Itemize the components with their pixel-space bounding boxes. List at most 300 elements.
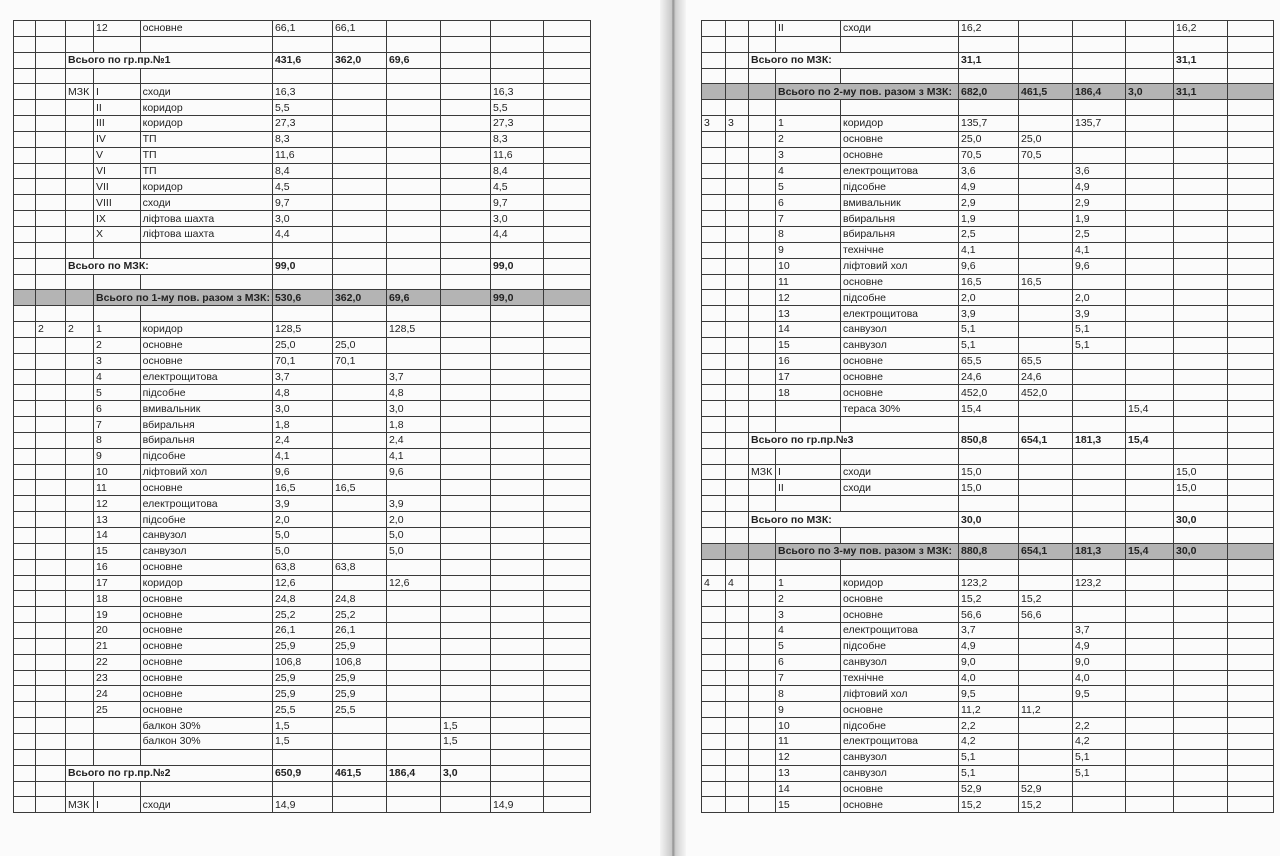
cell: 880,8 xyxy=(959,543,1019,559)
cell: сходи xyxy=(841,21,959,37)
table-row xyxy=(702,131,1274,147)
cell: 682,0 xyxy=(959,84,1019,100)
cell: 4,4 xyxy=(272,226,332,242)
cell xyxy=(1228,765,1274,781)
cell xyxy=(1228,417,1274,433)
subtotal-row xyxy=(702,512,1274,528)
cell xyxy=(543,528,590,544)
cell: 16,2 xyxy=(959,21,1019,37)
cell: сходи xyxy=(140,195,272,211)
cell: 4,1 xyxy=(1073,242,1126,258)
cell xyxy=(841,559,959,575)
cell xyxy=(1019,21,1073,37)
cell: вбиральня xyxy=(841,226,959,242)
cell: основне xyxy=(140,480,272,496)
table-row xyxy=(14,797,591,813)
cell: коридор xyxy=(140,322,272,338)
cell: 2,9 xyxy=(1073,195,1126,211)
cell: Всього по гр.пр.№1 xyxy=(66,52,273,68)
cell: II xyxy=(776,480,841,496)
cell xyxy=(1019,575,1073,591)
cell: 10 xyxy=(776,718,841,734)
cell xyxy=(1174,749,1228,765)
cell xyxy=(702,68,726,84)
cell xyxy=(1174,258,1228,274)
cell xyxy=(1174,226,1228,242)
cell xyxy=(440,528,490,544)
cell xyxy=(66,147,94,163)
cell xyxy=(386,242,440,258)
cell xyxy=(726,68,749,84)
cell xyxy=(1174,528,1228,544)
cell: 17 xyxy=(94,575,141,591)
cell xyxy=(440,52,490,68)
table-row xyxy=(14,559,591,575)
cell xyxy=(490,464,543,480)
table-row xyxy=(702,116,1274,132)
table-row xyxy=(702,638,1274,654)
cell xyxy=(749,369,776,385)
cell: 431,6 xyxy=(272,52,332,68)
cell: 3,9 xyxy=(386,496,440,512)
cell xyxy=(272,749,332,765)
cell xyxy=(543,575,590,591)
cell xyxy=(440,432,490,448)
cell xyxy=(440,68,490,84)
cell xyxy=(386,274,440,290)
cell xyxy=(14,68,36,84)
cell xyxy=(1019,512,1073,528)
cell xyxy=(140,306,272,322)
cell xyxy=(726,480,749,496)
table-row xyxy=(14,781,591,797)
table-row xyxy=(702,179,1274,195)
cell xyxy=(1019,623,1073,639)
cell: Всього по 1-му пов. разом з МЗК: xyxy=(94,290,273,306)
cell: 12,6 xyxy=(386,575,440,591)
cell xyxy=(66,448,94,464)
cell xyxy=(66,623,94,639)
cell xyxy=(1228,163,1274,179)
cell: 1,5 xyxy=(440,718,490,734)
cell xyxy=(332,464,386,480)
cell xyxy=(726,638,749,654)
cell xyxy=(749,765,776,781)
cell: 5,1 xyxy=(1073,322,1126,338)
cell xyxy=(440,401,490,417)
cell: основне xyxy=(841,131,959,147)
table-row xyxy=(702,21,1274,37)
cell xyxy=(726,765,749,781)
cell: 52,9 xyxy=(959,781,1019,797)
cell xyxy=(386,179,440,195)
cell: IV xyxy=(94,131,141,147)
cell xyxy=(1019,480,1073,496)
cell: 12 xyxy=(94,21,141,37)
cell xyxy=(14,242,36,258)
cell: 452,0 xyxy=(959,385,1019,401)
cell xyxy=(36,242,66,258)
cell xyxy=(726,369,749,385)
cell xyxy=(66,464,94,480)
cell xyxy=(1019,226,1073,242)
cell xyxy=(1228,797,1274,813)
cell xyxy=(543,464,590,480)
cell xyxy=(332,781,386,797)
cell xyxy=(1126,179,1174,195)
cell xyxy=(726,322,749,338)
table-row xyxy=(702,591,1274,607)
cell xyxy=(14,733,36,749)
cell: 4,0 xyxy=(959,670,1019,686)
cell: 26,1 xyxy=(332,623,386,639)
cell xyxy=(1228,36,1274,52)
cell: 15,4 xyxy=(1126,543,1174,559)
cell xyxy=(1073,797,1126,813)
cell: 1,5 xyxy=(272,718,332,734)
cell xyxy=(66,607,94,623)
table-row xyxy=(702,781,1274,797)
cell: 1,5 xyxy=(272,733,332,749)
table-row xyxy=(14,496,591,512)
cell xyxy=(726,211,749,227)
table-row xyxy=(14,147,591,163)
cell xyxy=(1228,401,1274,417)
cell xyxy=(36,480,66,496)
cell: 8 xyxy=(776,686,841,702)
cell xyxy=(440,638,490,654)
cell xyxy=(1019,448,1073,464)
cell xyxy=(440,543,490,559)
cell xyxy=(14,179,36,195)
cell xyxy=(702,623,726,639)
cell xyxy=(36,353,66,369)
cell: 5,1 xyxy=(1073,765,1126,781)
cell: 530,6 xyxy=(272,290,332,306)
cell xyxy=(749,274,776,290)
cell xyxy=(36,623,66,639)
table-row xyxy=(702,353,1274,369)
cell xyxy=(386,211,440,227)
cell xyxy=(702,417,726,433)
table-row xyxy=(14,432,591,448)
cell xyxy=(1073,274,1126,290)
cell xyxy=(66,543,94,559)
cell: 69,6 xyxy=(386,52,440,68)
cell: 69,6 xyxy=(386,290,440,306)
cell: МЗК xyxy=(749,464,776,480)
cell xyxy=(386,116,440,132)
cell xyxy=(1174,36,1228,52)
cell: 181,3 xyxy=(1073,432,1126,448)
cell: 5,1 xyxy=(959,337,1019,353)
cell xyxy=(94,36,141,52)
cell xyxy=(1073,353,1126,369)
cell xyxy=(959,496,1019,512)
cell xyxy=(702,195,726,211)
cell xyxy=(14,211,36,227)
cell: 3,9 xyxy=(959,306,1019,322)
table-row xyxy=(14,163,591,179)
cell xyxy=(440,654,490,670)
cell xyxy=(14,654,36,670)
cell: 14 xyxy=(776,781,841,797)
cell: 25,9 xyxy=(332,670,386,686)
cell xyxy=(1019,765,1073,781)
cell xyxy=(14,258,36,274)
cell xyxy=(14,52,36,68)
cell xyxy=(36,528,66,544)
cell xyxy=(726,258,749,274)
table-row xyxy=(14,84,591,100)
cell xyxy=(94,274,141,290)
cell: 4 xyxy=(726,575,749,591)
cell xyxy=(66,385,94,401)
cell: 654,1 xyxy=(1019,432,1073,448)
cell xyxy=(140,36,272,52)
table-row xyxy=(14,100,591,116)
table-row xyxy=(702,385,1274,401)
cell xyxy=(1073,607,1126,623)
cell xyxy=(386,559,440,575)
cell xyxy=(140,274,272,290)
cell xyxy=(1019,36,1073,52)
table-row xyxy=(14,623,591,639)
cell xyxy=(386,797,440,813)
cell xyxy=(1174,765,1228,781)
cell: МЗК xyxy=(66,84,94,100)
cell xyxy=(14,607,36,623)
cell xyxy=(749,163,776,179)
cell xyxy=(749,226,776,242)
cell xyxy=(1228,623,1274,639)
cell xyxy=(1126,512,1174,528)
cell: основне xyxy=(841,369,959,385)
cell xyxy=(36,258,66,274)
cell: 15,4 xyxy=(1126,401,1174,417)
cell xyxy=(332,797,386,813)
cell: 186,4 xyxy=(386,765,440,781)
cell: 99,0 xyxy=(490,290,543,306)
cell xyxy=(440,670,490,686)
cell xyxy=(1174,163,1228,179)
cell xyxy=(94,68,141,84)
cell xyxy=(386,84,440,100)
cell: 3 xyxy=(776,147,841,163)
cell xyxy=(749,401,776,417)
cell xyxy=(702,781,726,797)
cell xyxy=(702,369,726,385)
cell xyxy=(1228,607,1274,623)
cell xyxy=(490,670,543,686)
cell: 3,6 xyxy=(1073,163,1126,179)
cell xyxy=(440,781,490,797)
cell xyxy=(440,211,490,227)
cell xyxy=(776,417,841,433)
cell xyxy=(543,496,590,512)
cell: 24,6 xyxy=(1019,369,1073,385)
cell xyxy=(702,765,726,781)
subtotal-row xyxy=(702,432,1274,448)
cell xyxy=(332,322,386,338)
cell: ліфтова шахта xyxy=(140,211,272,227)
cell xyxy=(66,226,94,242)
cell xyxy=(543,749,590,765)
cell xyxy=(490,385,543,401)
cell xyxy=(332,448,386,464)
cell xyxy=(1228,100,1274,116)
cell xyxy=(1126,464,1174,480)
cell xyxy=(1228,21,1274,37)
cell xyxy=(36,432,66,448)
cell xyxy=(1126,21,1174,37)
cell xyxy=(94,781,141,797)
cell xyxy=(1126,211,1174,227)
cell xyxy=(1073,781,1126,797)
cell xyxy=(1073,68,1126,84)
cell: тераса 30% xyxy=(841,401,959,417)
cell xyxy=(702,52,726,68)
cell xyxy=(1174,179,1228,195)
cell xyxy=(702,670,726,686)
cell: 25,0 xyxy=(272,337,332,353)
cell xyxy=(66,116,94,132)
cell xyxy=(543,337,590,353)
cell: підсобне xyxy=(140,512,272,528)
cell: 15,2 xyxy=(959,591,1019,607)
cell xyxy=(36,21,66,37)
cell xyxy=(543,559,590,575)
cell xyxy=(749,84,776,100)
cell xyxy=(94,733,141,749)
cell xyxy=(1126,559,1174,575)
cell xyxy=(36,718,66,734)
cell xyxy=(543,797,590,813)
cell: електрощитова xyxy=(841,733,959,749)
cell xyxy=(1174,116,1228,132)
cell xyxy=(726,36,749,52)
cell: 14,9 xyxy=(490,797,543,813)
cell xyxy=(1228,258,1274,274)
cell: Всього по 3-му пов. разом з МЗК: xyxy=(776,543,959,559)
cell xyxy=(1019,258,1073,274)
table-row xyxy=(14,195,591,211)
cell xyxy=(841,417,959,433)
cell xyxy=(749,68,776,84)
cell xyxy=(1228,638,1274,654)
cell: санвузол xyxy=(140,543,272,559)
cell xyxy=(726,306,749,322)
cell xyxy=(440,337,490,353)
cell xyxy=(36,36,66,52)
cell xyxy=(36,591,66,607)
cell xyxy=(332,100,386,116)
cell xyxy=(1019,718,1073,734)
cell xyxy=(1174,369,1228,385)
cell xyxy=(1228,718,1274,734)
cell xyxy=(543,607,590,623)
cell: 16,5 xyxy=(959,274,1019,290)
cell: 30,0 xyxy=(1174,512,1228,528)
cell xyxy=(1126,195,1174,211)
cell: V xyxy=(94,147,141,163)
cell xyxy=(36,385,66,401)
cell xyxy=(749,258,776,274)
cell xyxy=(749,528,776,544)
cell xyxy=(1228,670,1274,686)
cell xyxy=(36,417,66,433)
cell xyxy=(272,274,332,290)
cell xyxy=(1228,369,1274,385)
cell xyxy=(702,100,726,116)
cell xyxy=(1073,417,1126,433)
cell xyxy=(14,623,36,639)
cell xyxy=(14,559,36,575)
cell xyxy=(14,147,36,163)
cell xyxy=(332,512,386,528)
cell: сходи xyxy=(841,480,959,496)
cell xyxy=(841,100,959,116)
cell xyxy=(66,211,94,227)
cell xyxy=(1228,654,1274,670)
cell xyxy=(749,306,776,322)
cell xyxy=(14,543,36,559)
cell: II xyxy=(776,21,841,37)
cell xyxy=(543,290,590,306)
table-row xyxy=(14,670,591,686)
cell xyxy=(543,718,590,734)
cell xyxy=(959,448,1019,464)
cell xyxy=(749,607,776,623)
cell: 135,7 xyxy=(959,116,1019,132)
cell: 5,1 xyxy=(1073,337,1126,353)
cell: 2,4 xyxy=(272,432,332,448)
cell xyxy=(1174,623,1228,639)
cell xyxy=(1174,591,1228,607)
cell xyxy=(702,528,726,544)
cell xyxy=(1073,559,1126,575)
cell xyxy=(1228,353,1274,369)
cell: 461,5 xyxy=(1019,84,1073,100)
table-row xyxy=(14,353,591,369)
cell: 11,6 xyxy=(490,147,543,163)
cell: 3,7 xyxy=(959,623,1019,639)
cell: електрощитова xyxy=(140,496,272,512)
cell: 4,8 xyxy=(386,385,440,401)
table-row xyxy=(14,638,591,654)
cell: 26,1 xyxy=(272,623,332,639)
cell xyxy=(386,306,440,322)
cell: 11 xyxy=(776,274,841,290)
cell: 66,1 xyxy=(272,21,332,37)
cell: 63,8 xyxy=(332,559,386,575)
cell: 13 xyxy=(94,512,141,528)
cell xyxy=(1228,385,1274,401)
cell: 9 xyxy=(94,448,141,464)
cell xyxy=(702,242,726,258)
cell xyxy=(490,480,543,496)
table-row xyxy=(702,100,1274,116)
cell xyxy=(36,543,66,559)
cell xyxy=(749,733,776,749)
table-row xyxy=(702,480,1274,496)
cell xyxy=(14,100,36,116)
cell: 14 xyxy=(94,528,141,544)
cell: ТП xyxy=(140,163,272,179)
cell: 15 xyxy=(94,543,141,559)
cell: 15,0 xyxy=(1174,464,1228,480)
cell xyxy=(543,623,590,639)
